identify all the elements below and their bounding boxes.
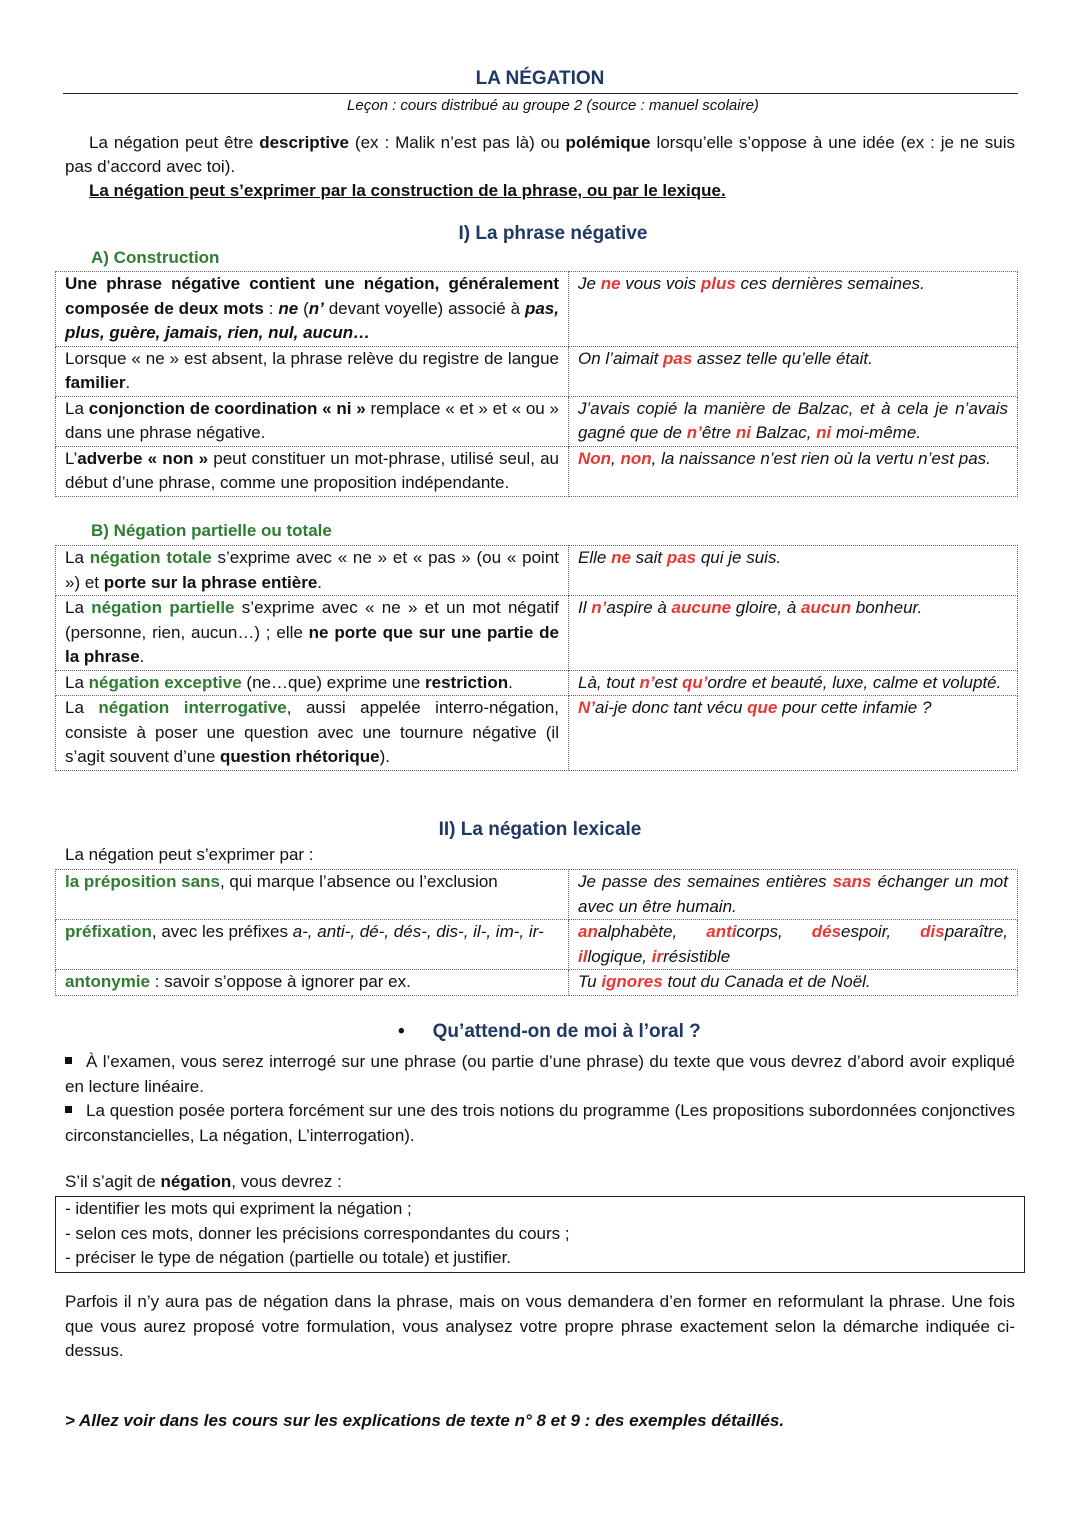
title-rule xyxy=(63,93,1018,94)
intro-paragraph: La négation peut être descriptive (ex : Malik n’est pas là) ou polémique lorsqu’elle s’oppose à une idée (ex : je ne suis pas d’accord avec toi). xyxy=(65,133,1015,176)
bullet-icon: • xyxy=(398,1021,405,1042)
rule-cell: La négation interrogative, aussi appelée interro-négation, consiste à poser une question avec une tournure négative (il s’agit souvent d’une question rhétorique). xyxy=(56,696,569,771)
reference-note: > Allez voir dans les cours sur les explications de texte n° 8 et 9 : des exemples détaillés. xyxy=(65,1411,785,1430)
intro xyxy=(65,131,1015,203)
table-row xyxy=(56,272,1018,347)
list-item: La question posée portera forcément sur une des trois notions du programme (Les propositions subordonnées conjonctives circonstancielles, La négation, L’interrogation). xyxy=(65,1101,1015,1145)
square-bullet-icon xyxy=(65,1106,72,1113)
rule-cell: Une phrase négative contient une négation, généralement composée de deux mots : ne (n’ devant voyelle) associé à pas, plus, guère, jamais, rien, nul, aucun… xyxy=(56,272,569,347)
rule-cell: La conjonction de coordination « ni » remplace « et » et « ou » dans une phrase négative. xyxy=(56,396,569,446)
rule-cell: Lorsque « ne » est absent, la phrase relève du registre de langue familier. xyxy=(56,346,569,396)
example-cell: Non, non, la naissance n’est rien où la vertu n’est pas. xyxy=(569,446,1018,496)
example-cell: N’ai-je donc tant vécu que pour cette infamie ? xyxy=(569,696,1018,771)
example-cell: Je passe des semaines entières sans échanger un mot avec un être humain. xyxy=(569,870,1018,920)
table-row xyxy=(56,546,1018,596)
example-cell: Elle ne sait pas qui je suis. xyxy=(569,546,1018,596)
example-cell: Là, tout n’est qu’ordre et beauté, luxe, calme et volupté. xyxy=(569,670,1018,696)
example-cell: J’avais copié la manière de Balzac, et à cela je n’avais gagné que de n’être ni Balzac, ni moi-même. xyxy=(569,396,1018,446)
example-cell: Je ne vous vois plus ces dernières semaines. xyxy=(569,272,1018,347)
rule-cell: La négation totale s’exprime avec « ne » et « pas » (ou « point ») et porte sur la phrase entière. xyxy=(56,546,569,596)
rule-cell: préfixation, avec les préfixes a-, anti-, dé-, dés-, dis-, il-, im-, ir- xyxy=(56,920,569,970)
example-cell: On l’aimait pas assez telle qu’elle était. xyxy=(569,346,1018,396)
page-title: LA NÉGATION xyxy=(475,68,605,89)
example-cell: Il n’aspire à aucune gloire, à aucun bonheur. xyxy=(569,596,1018,671)
list-item: À l’examen, vous serez interrogé sur une phrase (ou partie d’une phrase) du texte que vous devrez d’abord avoir expliqué en lecture linéaire. xyxy=(65,1052,1015,1096)
table-row xyxy=(56,870,1018,920)
table-row xyxy=(56,696,1018,771)
step-item: - identifier les mots qui expriment la négation ; xyxy=(65,1199,412,1218)
section-1-title: I) La phrase négative xyxy=(458,223,648,244)
table-row xyxy=(56,446,1018,496)
final-paragraph: Parfois il n’y aura pas de négation dans la phrase, mais on vous demandera d’en former en reformulant la phrase. Une fois que vous aurez proposé votre formulation, vous analysez votre propre phrase exactement selon la démarche indiquée ci-dessus. xyxy=(65,1292,1015,1360)
table-row xyxy=(56,670,1018,696)
intro-key-sentence: La négation peut s’exprimer par la construction de la phrase, ou par le lexique. xyxy=(89,181,726,200)
rule-cell: antonymie : savoir s’oppose à ignorer par ex. xyxy=(56,970,569,996)
table-row xyxy=(56,970,1018,996)
section-2-title: II) La négation lexicale xyxy=(438,819,642,840)
subsection-b-title: B) Négation partielle ou totale xyxy=(91,521,332,540)
rule-cell: La négation exceptive (ne…que) exprime une restriction. xyxy=(56,670,569,696)
rule-cell: la préposition sans, qui marque l’absence ou l’exclusion xyxy=(56,870,569,920)
example-cell: Tu ignores tout du Canada et de Noël. xyxy=(569,970,1018,996)
oral-section-title: • Qu’attend-on de moi à l’oral ? xyxy=(398,1021,701,1042)
table-row xyxy=(56,596,1018,671)
table-row xyxy=(56,346,1018,396)
rule-cell: La négation partielle s’exprime avec « ne » et un mot négatif (personne, rien, aucun…) ; elle ne porte que sur une partie de la phrase. xyxy=(56,596,569,671)
square-bullet-icon xyxy=(65,1057,72,1064)
steps-box xyxy=(55,1196,1025,1273)
oral-lead: S’il s’agit de négation, vous devrez : xyxy=(65,1172,342,1191)
rule-cell: L’adverbe « non » peut constituer un mot-phrase, utilisé seul, au début d’une phrase, comme une proposition indépendante. xyxy=(56,446,569,496)
oral-bullets xyxy=(65,1050,1015,1148)
lexical-table xyxy=(55,869,1018,996)
step-item: - préciser le type de négation (partielle ou totale) et justifier. xyxy=(65,1248,512,1267)
section-2-lead: La négation peut s’exprimer par : xyxy=(65,845,314,864)
construction-table xyxy=(55,271,1018,497)
page-subtitle: Leçon : cours distribué au groupe 2 (source : manuel scolaire) xyxy=(347,97,759,114)
table-row xyxy=(56,396,1018,446)
subsection-a-title: A) Construction xyxy=(91,248,220,267)
example-cell: analphabète, anticorps, désespoir, disparaître, illogique, irrésistible xyxy=(569,920,1018,970)
partial-total-table xyxy=(55,545,1018,771)
table-row xyxy=(56,920,1018,970)
step-item: - selon ces mots, donner les précisions correspondantes du cours ; xyxy=(65,1223,570,1243)
